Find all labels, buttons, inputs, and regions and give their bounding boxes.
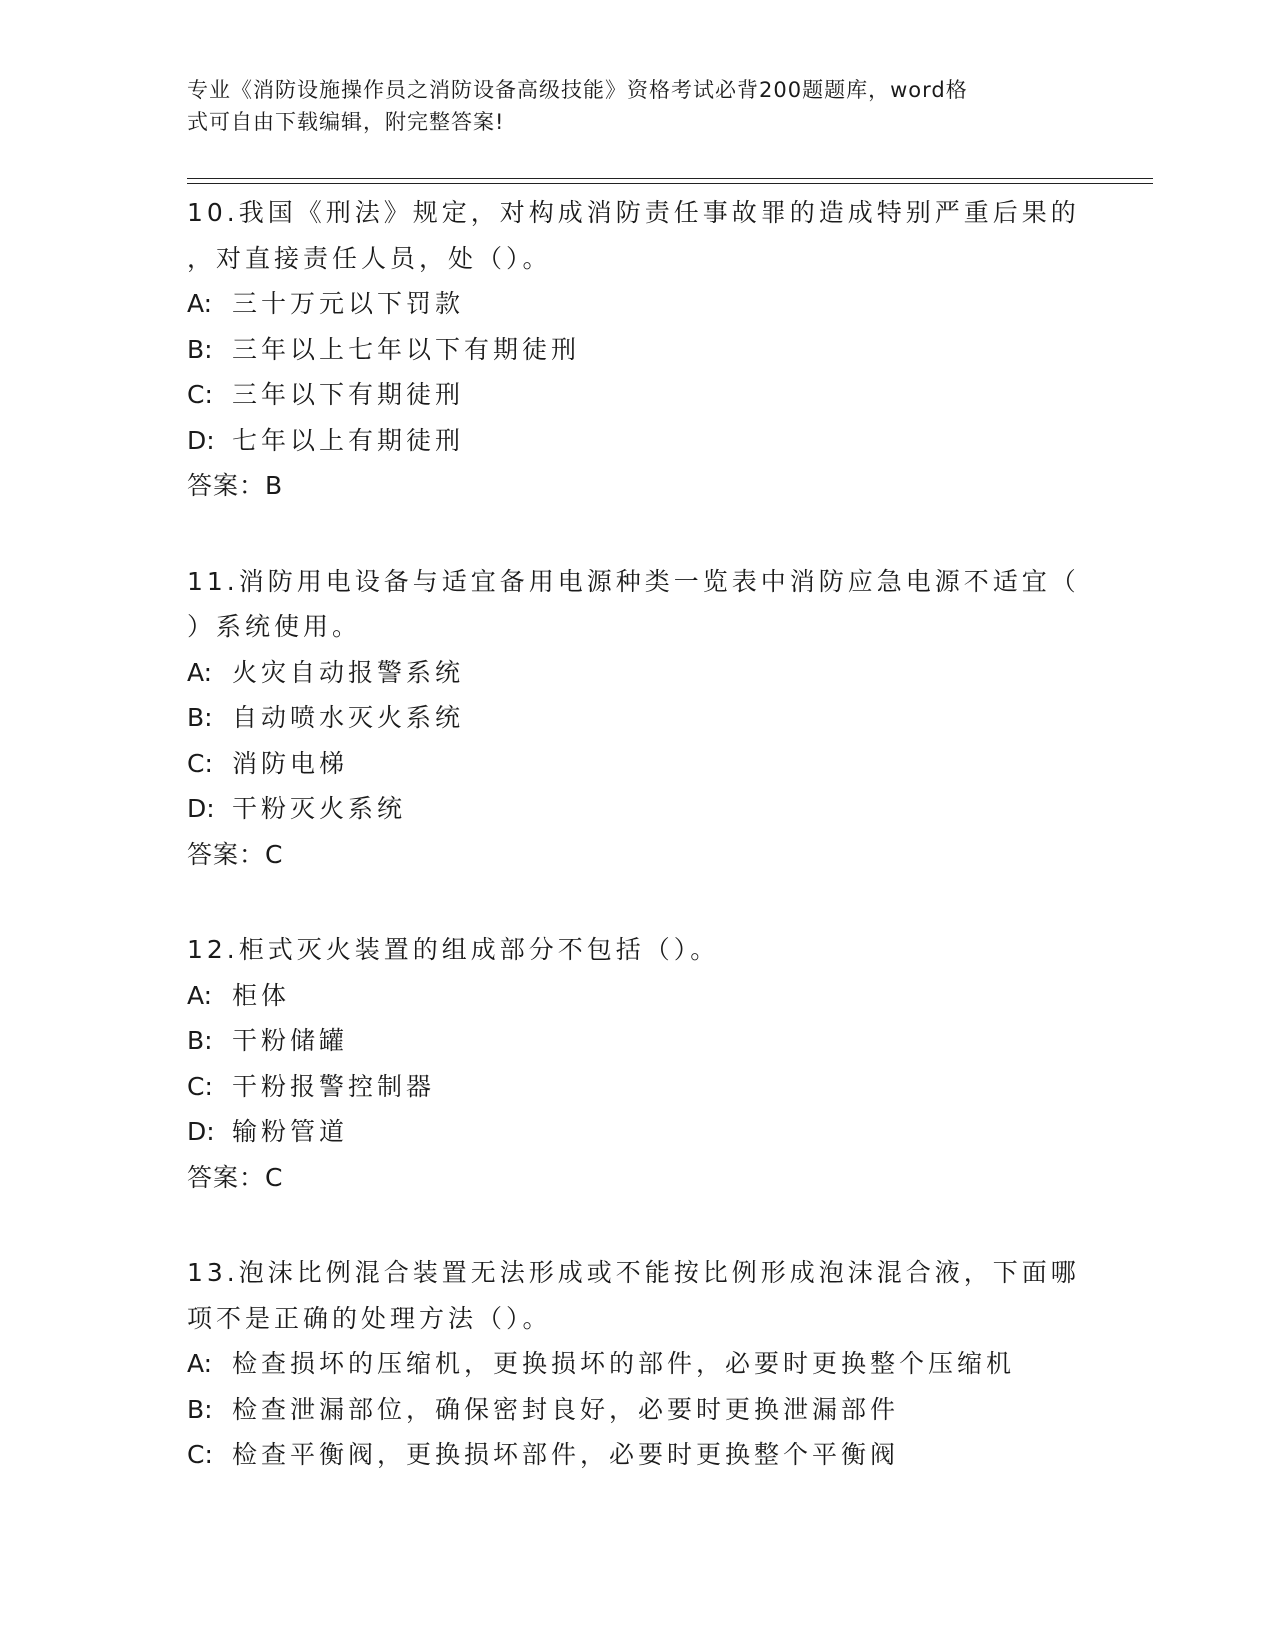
option-label: A: [187,289,213,318]
option-b [187,327,1087,373]
header-divider-top [187,178,1153,179]
option-label: B: [187,334,213,364]
option-b [187,1018,1087,1064]
option-text: 三十万元以下罚款 [232,289,465,318]
question-stem-line: 11.消防用电设备与适宜备用电源种类一览表中消防应急电源不适宜（ [187,566,1080,596]
option-a [187,281,1087,327]
question-11 [187,559,1087,878]
option-label: C: [187,1440,213,1469]
option-label: A: [187,1349,213,1378]
option-text: 消防电梯 [232,748,349,778]
option-label: C: [187,380,213,409]
option-label: B: [187,1394,213,1424]
option-text: 检查泄漏部位，确保密封良好，必要时更换泄漏部件 [232,1394,900,1424]
question-stem-line: 12.柜式灭火装置的组成部分不包括（）。 [187,935,720,964]
option-text: 输粉管道 [232,1117,349,1146]
option-d [187,786,1087,832]
answer-line: 答案：B [187,471,284,500]
option-label: D: [187,794,215,823]
question-stem-line: ）系统使用。 [187,612,362,641]
option-text: 七年以上有期徒刑 [232,425,465,455]
option-text: 干粉报警控制器 [232,1071,436,1101]
option-text: 火灾自动报警系统 [232,657,465,687]
question-stem-line: 10.我国《刑法》规定，对构成消防责任事故罪的造成特别严重后果的 [187,198,1080,227]
option-label: D: [187,1117,215,1146]
answer-line: 答案：C [187,1162,284,1192]
option-c [187,372,1087,418]
option-c [187,1432,1087,1478]
option-text: 干粉储罐 [232,1026,349,1055]
option-label: B: [187,703,213,732]
option-label: C: [187,1071,213,1101]
option-label: A: [187,657,213,687]
option-label: B: [187,1026,213,1055]
question-13 [187,1250,1087,1478]
option-label: C: [187,748,213,778]
option-a [187,1341,1087,1387]
option-a [187,973,1087,1019]
question-stem-line: 13.泡沫比例混合装置无法形成或不能按比例形成泡沫混合液，下面哪 [187,1258,1080,1287]
header-line-1: 专业《消防设施操作员之消防设备高级技能》资格考试必背200题题库，word格 [187,78,968,102]
option-d [187,418,1087,464]
option-text: 检查损坏的压缩机，更换损坏的部件，必要时更换整个压缩机 [232,1349,1016,1378]
option-text: 自动喷水灭火系统 [232,703,465,732]
option-b [187,1387,1087,1433]
answer-line: 答案：C [187,839,284,869]
option-a [187,650,1087,696]
question-stem-line: ，对直接责任人员，处（）。 [187,243,552,273]
option-label: D: [187,425,215,455]
option-b [187,695,1087,741]
question-list [187,190,1087,1528]
option-c [187,741,1087,787]
header-divider-bottom [187,183,1153,184]
question-12 [187,927,1087,1200]
option-text: 柜体 [232,980,291,1010]
question-10 [187,190,1087,509]
option-c [187,1064,1087,1110]
document-header [187,74,1067,138]
option-text: 三年以下有期徒刑 [232,380,465,409]
option-text: 三年以上七年以下有期徒刑 [232,334,581,364]
option-d [187,1109,1087,1155]
option-text: 检查平衡阀，更换损坏部件，必要时更换整个平衡阀 [232,1440,900,1469]
question-stem-line: 项不是正确的处理方法（）。 [187,1303,552,1333]
option-text: 干粉灭火系统 [232,794,407,823]
header-line-2: 式可自由下载编辑，附完整答案! [187,110,505,134]
option-label: A: [187,980,213,1010]
